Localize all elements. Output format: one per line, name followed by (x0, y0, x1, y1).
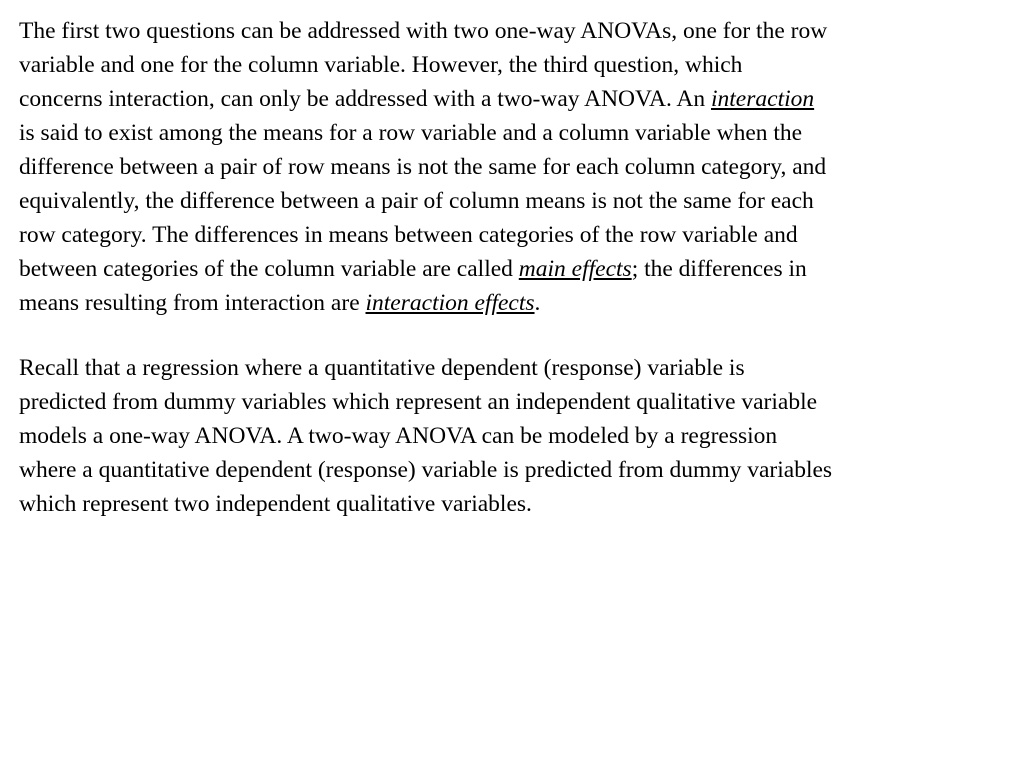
text-line (19, 351, 1009, 385)
paragraph-regression (19, 351, 1009, 521)
term-emphasis: main effects (518, 256, 632, 282)
text-line (19, 150, 1009, 184)
text-line (19, 453, 1009, 487)
text-line (19, 218, 1009, 252)
text-segment: The first two questions can be addressed with two one-way ANOVAs, one for the row (19, 18, 828, 44)
text-segment: difference between a pair of row means is not the same for each column category, and (19, 154, 827, 180)
text-segment: ; the differences in (631, 256, 807, 282)
paragraph-interaction (19, 14, 1009, 320)
text-line (19, 116, 1009, 150)
text-segment: equivalently, the difference between a pair of column means is not the same for each (19, 188, 814, 214)
text-line (19, 14, 1009, 48)
text-line (19, 419, 1009, 453)
term-emphasis: interaction effects (365, 290, 535, 316)
text-segment: means resulting from interaction are (19, 290, 366, 316)
text-segment: predicted from dummy variables which represent an independent qualitative variable (19, 389, 818, 415)
text-line (19, 184, 1009, 218)
text-line (19, 487, 1009, 521)
text-segment: between categories of the column variable are called (19, 256, 519, 282)
text-line (19, 48, 1009, 82)
text-segment: row category. The differences in means between categories of the row variable and (19, 222, 798, 248)
text-line (19, 385, 1009, 419)
text-segment: Recall that a regression where a quantitative dependent (response) variable is (19, 355, 745, 381)
text-segment: which represent two independent qualitative variables. (19, 491, 532, 517)
text-line (19, 82, 1009, 116)
text-segment: is said to exist among the means for a row variable and a column variable when the (19, 120, 803, 146)
text-line (19, 286, 1009, 320)
text-segment: variable and one for the column variable. However, the third question, which (19, 52, 743, 78)
text-line (19, 252, 1009, 286)
text-segment: . (534, 290, 541, 316)
text-segment: where a quantitative dependent (response) variable is predicted from dummy variables (19, 457, 833, 483)
text-segment: concerns interaction, can only be addressed with a two-way ANOVA. An (19, 86, 711, 112)
text-segment: models a one-way ANOVA. A two-way ANOVA can be modeled by a regression (19, 423, 778, 449)
term-emphasis: interaction (711, 86, 815, 112)
